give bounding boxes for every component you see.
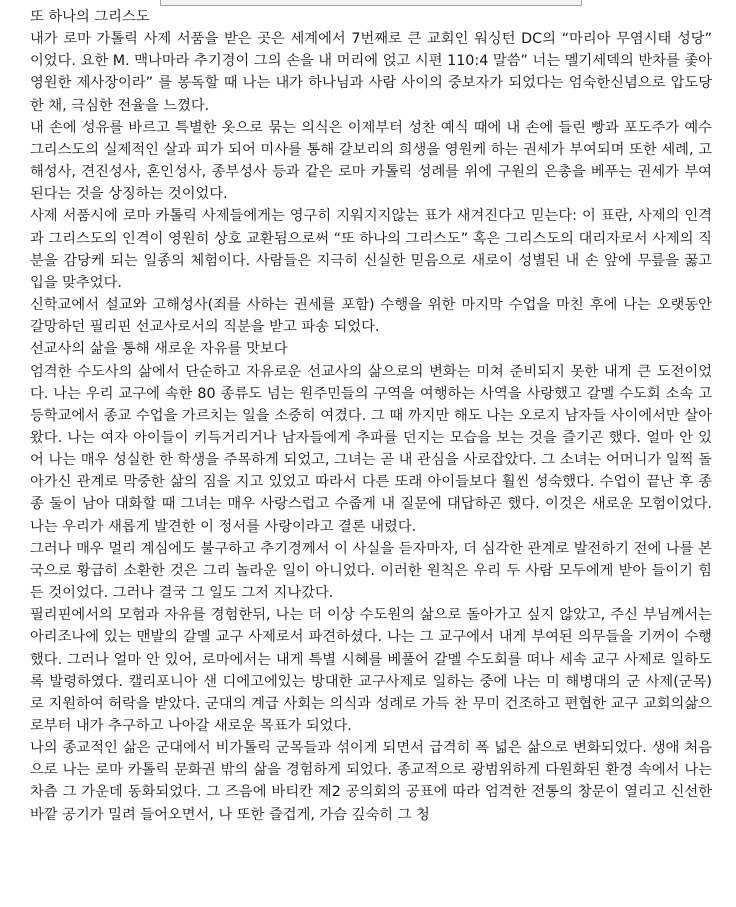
paragraph-philippines: 엄격한 수도사의 삶에서 단순하고 자유로운 선교사의 삶으로의 변화는 미쳐 준비되지 못한 내게 큰 도전이었다. 나는 우리 교구에 속한 80 종류도 넘는 원주민들의 구역을 여행하는 사역을 사랑했고 갈멜 수도회 소속 고등학교에서 종교 수업을 가르치는 일을 소중히 여겼다. 그 때 까지만 해도 나는 오로지 남자들 사이에서만 살아왔다. 나는 여자 아이들이 키득거리거나 남자들에게 추파를 던지는 모습을 보는 것을 즐기곤 했다. 얼마 안 있어 나는 매우 성실한 한 학생을 주목하게 되었고, 그녀는 곧 내 관심을 사로잡았다. 그 소녀는 어머니가 일찍 돌아가신 관계로 막중한 삶의 짐을 지고 있었고 따라서 다른 또래 아이들보다 훨씬 성숙했다. 수업이 끝난 후 종종 둘이 남아 대화할 때 그녀는 매우 사랑스럽고 수줍게 내 질문에 대답하곤 했다. 이것은 새로운 모험이었다. 나는 우리가 새롭게 발견한 이 정서를 사랑이라고 결론 내렸다. [30,363,712,535]
section-heading-another-christ: 또 하나의 그리스도 [30,9,150,25]
paragraph-anointing: 내 손에 성유를 바르고 특별한 옷으로 묶는 의식은 이제부터 성찬 예식 때에 내 손에 들린 빵과 포도주가 예수 그리스도의 실제적인 살과 피가 되어 미사를 통해 갈보리의 희생을 영원케 하는 권세가 부여되며 또한 세례, 고해성사, 견진성사, 혼인성사, 종부성사 등과 같은 로마 카톨릭 성례를 위에 구원의 은총을 베푸는 권세가 부여된다는 것을 상징하는 것이었다. [30,119,712,203]
paragraph-indelible-mark: 사제 서품시에 로마 카톨릭 사제들에게는 영구히 지워지지않는 표가 새겨진다고 믿는다: 이 표란, 사제의 인격과 그리스도의 인격이 영원히 상호 교환됨으로써 “또 하나의 그리스도” 혹은 그리스도의 대리자로서 사제의 직분을 감당케 되는 일종의 체험이다. 사람들은 지극히 신실한 믿음으로 새로이 성별된 내 손 앞에 무릎을 꿇고 입을 맞추었다. [30,208,712,291]
section-heading-missionary-life: 선교사의 삶을 통해 새로운 자유를 맛보다 [30,341,288,358]
document-body [30,6,712,826]
paragraph-arizona-chaplain: 필리핀에서의 모험과 자유를 경험한뒤, 나는 더 이상 수도원의 삶으로 돌아가고 싶지 않았고, 주신 부님께서는 아리조나에 있는 맨발의 갈멜 교구 사제로서 파견하셨다. 나는 그 교구에서 내게 부여된 의무들을 기꺼이 수행했다. 그러나 얼마 안 있어, 로마에서는 내게 특별 시혜를 베풀어 갈멜 수도회를 떠나 세속 교구 사제로 일하도록 발령하였다. 캘리포니아 샌 디에고에있는 방대한 교구사제로 일하는 중에 나는 미 해병대의 군 사제(군목)로 지원하여 허락을 받았다. 군대의 계급 사회는 의식과 성례로 가득 찬 무미 건조하고 편협한 교구 교회의삶으로부터 내가 추구하고 나아갈 새로운 목표가 되었다. [30,607,712,734]
paragraph-military-life: 나의 종교적인 삶은 군대에서 비가톨릭 군목들과 섞이게 되면서 급격히 폭 넓은 삶으로 변화되었다. 생애 처음으로 나는 로마 카톨릭 문화권 밖의 삶을 경험하게 되었다. 종교적으로 광범위하게 다원화된 환경 속에서 나는 차츰 그 가운데 동화되었다. 그 즈음에 바티칸 제2 공의회의 공표에 따라 엄격한 전통의 창문이 열리고 신선한 바깥 공기가 밀려 들어오면서, 나 또한 즐겁게, 가슴 깊숙히 그 청 [30,740,712,823]
paragraph-recall: 그러나 매우 멀리 계심에도 불구하고 추기경께서 이 사실을 듣자마자, 더 심각한 관계로 발전하기 전에 나를 본국으로 황급히 소환한 것은 그리 놀라운 일이 아니었다. 이러한 원칙은 우리 두 사람 모두에게 받아 들이기 힘든 것이었다. 그러나 결국 그 일도 그저 지나갔다. [30,540,712,602]
paragraph-mission-assignment: 신학교에서 설교와 고해성사(죄를 사하는 권세를 포함) 수행을 위한 마지막 수업을 마친 후에 나는 오랫동안 갈망하던 필리핀 선교사로서의 직분을 받고 파송 되었다. [30,297,712,336]
paragraph-ordination: 내가 로마 가톨릭 사제 서품을 받은 곳은 세계에서 7번째로 큰 교회인 워싱턴 DC의 “마리아 무염시태 성당” 이었다. 요한 M. 맥나마라 추기경이 그의 손을 내 머리에 얹고 시편 110:4 말씀” 너는 멜기세덱의 반차를 좇아 영원한 제사장이라” 를 봉독할 때 나는 내가 하나님과 사람 사이의 중보자가 되었다는 엄숙한신념으로 압도당한 채, 극심한 전율을 느꼈다. [30,31,713,114]
